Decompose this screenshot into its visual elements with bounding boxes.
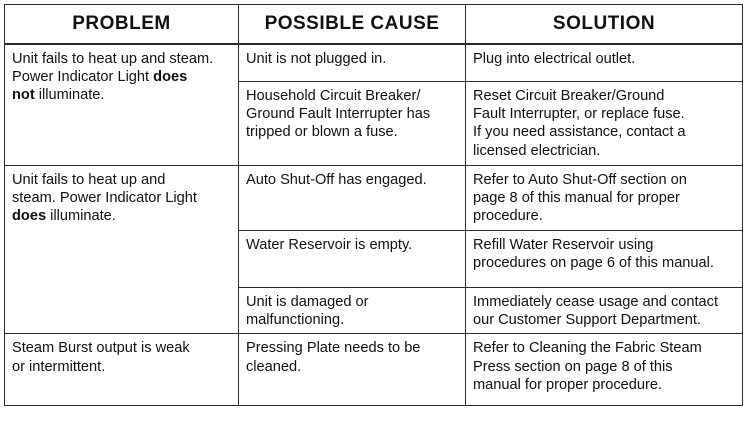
table-row (5, 334, 743, 406)
problem-text: or intermittent. (12, 358, 106, 375)
problem-line (12, 358, 232, 376)
solution-text: Fault Interrupter, or replace fuse. (473, 106, 685, 123)
problem-text-bold: does (12, 208, 47, 225)
cause-text: Unit is damaged or (246, 294, 369, 310)
header-problem: PROBLEM (5, 5, 239, 45)
solution-text: manual for proper procedure. (473, 376, 663, 393)
problem-line (12, 50, 232, 68)
cause-text: Auto Shut-Off has engaged. (246, 172, 427, 188)
cause-cell (239, 231, 466, 288)
problem-cell (5, 166, 239, 334)
problem-line (12, 86, 232, 104)
cause-text: tripped or blown a fuse. (246, 124, 398, 141)
problem-text: Unit fails to heat up and (12, 172, 166, 188)
cause-text: Pressing Plate needs to be (246, 340, 421, 357)
problem-text: Unit fails to heat up and steam. (12, 51, 214, 67)
cause-cell (239, 334, 466, 406)
table-row (5, 166, 743, 231)
cause-cell (239, 82, 466, 166)
solution-cell (466, 231, 743, 288)
cause-cell (239, 166, 466, 231)
solution-text: Plug into electrical outlet. (473, 51, 636, 67)
solution-text: Refill Water Reservoir using (473, 237, 654, 253)
cause-text: cleaned. (246, 358, 302, 375)
cause-text: Water Reservoir is empty. (246, 237, 413, 253)
solution-text: procedures on page 6 of this manual. (473, 255, 714, 272)
solution-text: If you need assistance, contact a (473, 124, 686, 141)
problem-line (12, 189, 232, 207)
cause-text: Household Circuit Breaker/ (246, 88, 421, 104)
cause-cell (239, 288, 466, 334)
solution-text: our Customer Support Department. (473, 312, 701, 329)
troubleshooting-table (4, 4, 743, 406)
troubleshooting-table-wrapper (4, 4, 743, 406)
solution-text: Press section on page 8 of this (473, 358, 673, 375)
solution-text: licensed electrician. (473, 142, 601, 159)
header-row (5, 5, 743, 45)
problem-text-bold: not (12, 87, 35, 104)
problem-line (12, 171, 232, 189)
solution-cell (466, 166, 743, 231)
problem-text-bold: does (153, 69, 188, 86)
cause-cell (239, 44, 466, 82)
solution-cell (466, 82, 743, 166)
problem-text: steam. Power Indicator Light (12, 190, 197, 207)
solution-text: Immediately cease usage and contact (473, 294, 718, 310)
problem-text: Steam Burst output is weak (12, 340, 190, 357)
solution-text: Reset Circuit Breaker/Ground (473, 88, 665, 104)
problem-line (12, 339, 232, 357)
problem-text: illuminate. (34, 87, 105, 104)
problem-text: illuminate. (46, 208, 116, 225)
solution-text: Refer to Auto Shut-Off section on (473, 172, 687, 188)
cause-text: Unit is not plugged in. (246, 51, 387, 67)
problem-cell (5, 334, 239, 406)
solution-cell (466, 44, 743, 82)
solution-text: Refer to Cleaning the Fabric Steam (473, 340, 702, 357)
solution-cell (466, 334, 743, 406)
header-solution: SOLUTION (466, 5, 743, 45)
solution-text: procedure. (473, 208, 543, 225)
cause-text: malfunctioning. (246, 312, 345, 329)
problem-line (12, 68, 232, 86)
table-body (5, 44, 743, 406)
problem-line (12, 207, 232, 225)
header-possible-cause: POSSIBLE CAUSE (239, 5, 466, 45)
solution-cell (466, 288, 743, 334)
problem-text: Power Indicator Light (12, 69, 154, 86)
cause-text: Ground Fault Interrupter has (246, 106, 431, 123)
table-row (5, 44, 743, 82)
problem-cell (5, 44, 239, 166)
solution-text: page 8 of this manual for proper (473, 190, 680, 207)
